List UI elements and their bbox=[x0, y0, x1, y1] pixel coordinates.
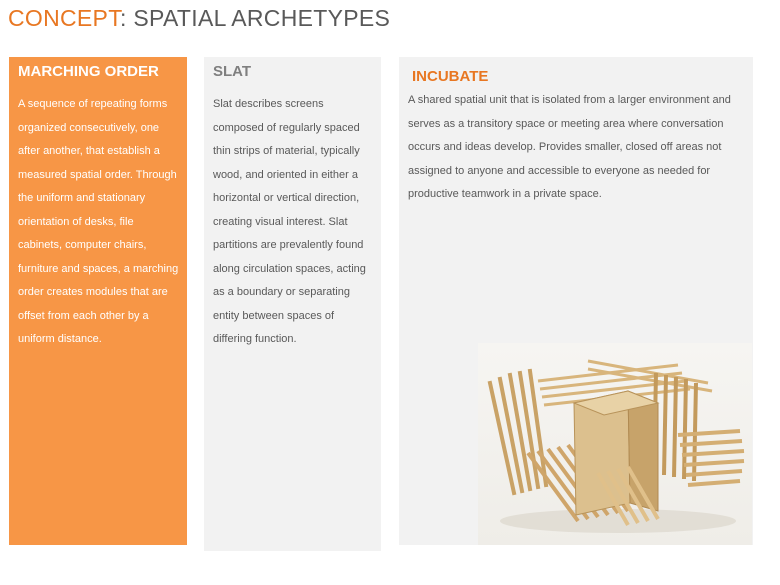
panel-heading: SLAT bbox=[213, 63, 252, 80]
panel-heading: MARCHING ORDER bbox=[18, 63, 159, 80]
title-rest: : SPATIAL ARCHETYPES bbox=[120, 5, 391, 31]
panel-body: A shared spatial unit that is isolated from a larger environment and serves as a transitory space or meeting area where conversation occurs and ideas develop. Provides smaller, closed off areas not assigned to anyone and accessible to everyone as needed for productive teamwork in a private space. bbox=[408, 94, 731, 200]
panel-slat bbox=[204, 57, 381, 551]
panel-heading: INCUBATE bbox=[412, 68, 489, 85]
panel-body: A sequence of repeating forms organized consecutively, one after another, that establish a measured spatial order. Through the uniform and stationary orientation of desks, file cabinets, computer chairs, furniture and spaces, a marching order creates modules that are offset from each other by a uniform distance. bbox=[18, 98, 179, 345]
panel-marching-order bbox=[9, 57, 187, 545]
wooden-slat-model-image bbox=[478, 343, 752, 545]
page-title bbox=[8, 5, 390, 32]
slat-model-icon bbox=[478, 343, 752, 545]
panel-body: Slat describes screens composed of regularly spaced thin strips of material, typically wood, and oriented in either a horizontal or vertical direction, creating visual interest. Slat partitions are prevalently found along circulation spaces, acting as a boundary or separating entity between spaces of differing function. bbox=[213, 98, 366, 345]
title-accent: CONCEPT bbox=[8, 5, 121, 31]
